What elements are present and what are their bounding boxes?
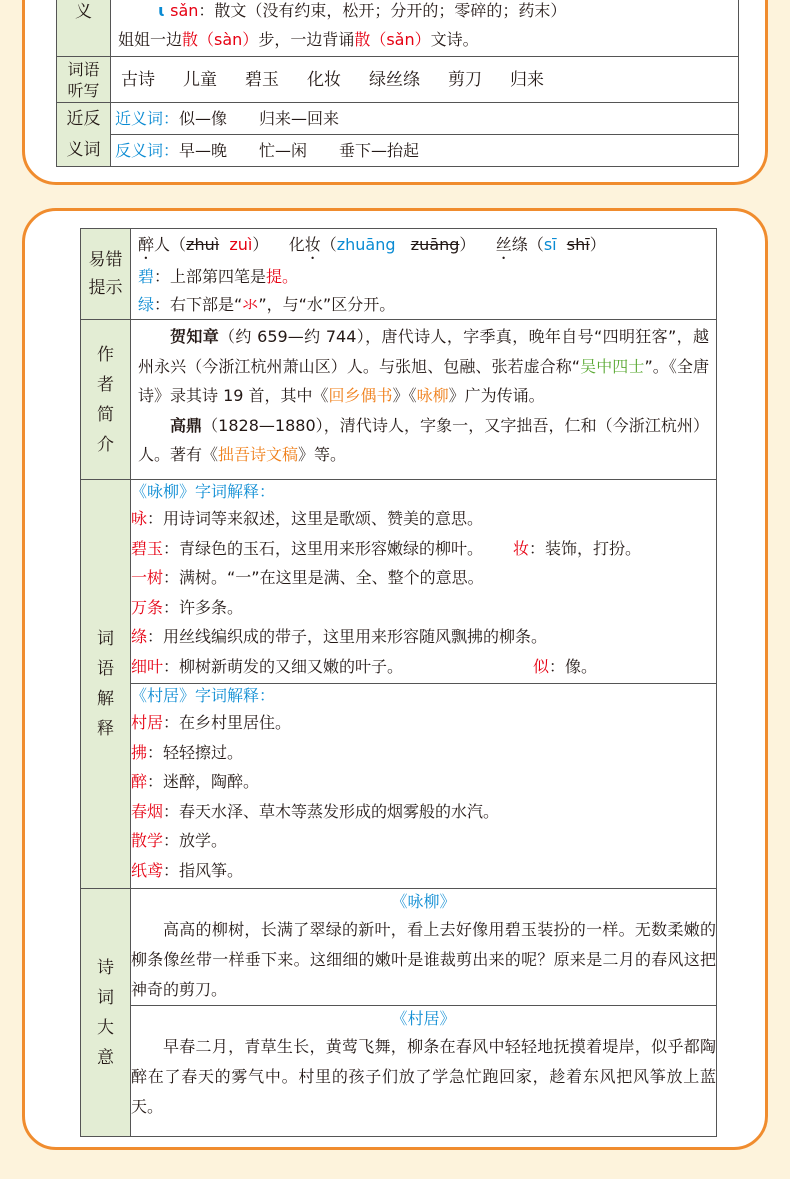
synonym-row: 近义词：似—像 归来—回来 <box>111 103 738 135</box>
gloss-item: 万条：许多条。 <box>131 597 244 617</box>
dictation-word: 化妆 <box>307 69 341 90</box>
dictation-label: 词语听写 <box>57 57 111 103</box>
study-table <box>80 228 717 1137</box>
dictation-word: 绿丝绦 <box>369 69 420 90</box>
syn-ant-label: 近反义词 <box>57 103 111 167</box>
dictation-words <box>111 57 739 103</box>
gloss-item: 细叶：柳树新萌发的又细又嫩的叶子。 似：像。 <box>131 656 598 676</box>
errors-cell <box>131 229 717 320</box>
meaning-line-1: ɩ sǎn：散文（没有约束，松开；分开的；零碎的；药末） <box>158 1 567 20</box>
author-para-1: 贺知章（约 659—约 744），唐代诗人，字季真，晚年自号“四明狂客”，越州永兴（今浙江杭州萧山区）人。与张旭、包融、张若虚合称“吴中四士”。《全唐诗》录其诗 19 首，其中《回乡偶书》《咏柳》广为传诵。 <box>138 327 709 405</box>
errors-row <box>81 229 717 320</box>
glossary-cell <box>131 480 717 889</box>
gloss-item: 村居：在乡村里居住。 <box>131 713 292 732</box>
syn-ant-cell <box>111 103 739 167</box>
meaning-line-2: 姐姐一边散（sàn）步，一边背诵散（sǎn）文诗。 <box>118 30 479 49</box>
gloss-item: 散学：放学。 <box>131 831 228 850</box>
glossary-poem2: 《村居》字词解释： 村居：在乡村里居住。 拂：轻轻擦过。 醉：迷醉，陶醉。 春烟：春天水泽、草木等蒸发形成的烟雾般的水汽。 散学：放学。 纸鸢：指风筝。 <box>131 684 716 885</box>
author-label: 作 者 简 介 <box>81 320 131 480</box>
gloss-item: 拂：轻轻擦过。 <box>131 742 244 762</box>
glossary-poem1: 《咏柳》字词解释： 咏：用诗词等来叙述，这里是歌颂、赞美的意思。 碧玉：青绿色的玉石，这里用来形容嫩绿的柳叶。 妆：装饰，打扮。 一树：满树。“一”在这里是满、全、整个的意思。 万条：许多条。 绦：用丝线编织成的带子，这里用来形容随风飘拂的柳条。 细叶：柳树新萌发的又细又嫩的叶子。 似：像。 <box>131 480 716 684</box>
errors-line-2: 碧：上部第四笔是提。 <box>138 267 299 286</box>
errors-label: 易错提示 <box>81 229 131 320</box>
meaning-cell <box>111 0 739 57</box>
meaning-poem2: 《村居》 早春二月，青草生长，黄莺飞舞，柳条在春风中轻轻地抚摸着堤岸，似乎都陶醉在了春天的雾气中。村里的孩子们放了学急忙跑回家，趁着东风把风筝放上蓝天。 <box>131 1009 716 1116</box>
meaning-poem1: 《咏柳》 高高的柳树，长满了翠绿的新叶，看上去好像用碧玉装扮的一样。无数柔嫩的柳条像丝带一样垂下来。这细细的嫩叶是谁裁剪出来的呢？原来是二月的春风这把神奇的剪刀。 <box>131 889 716 1006</box>
dictation-word: 归来 <box>510 69 544 90</box>
errors-line-3: 绿：右下部是“氺”，与“水”区分开。 <box>138 295 396 314</box>
antonym-row: 反义词：早—晚 忙—闲 垂下—抬起 <box>115 141 420 160</box>
dictation-word: 剪刀 <box>448 69 482 90</box>
glossary-label: 词 语 解 释 <box>81 480 131 889</box>
poem-meaning-cell <box>131 889 717 1137</box>
gloss-item: 一树：满树。“一”在这里是满、全、整个的意思。 <box>131 568 484 587</box>
gloss-item: 醉：迷醉，陶醉。 <box>131 772 260 791</box>
author-row <box>81 320 717 480</box>
author-para-2: 高鼎（1828—1880），清代诗人，字象一，又字拙吾，仁和（今浙江杭州）人。著有《拙吾诗文稿》等。 <box>138 415 709 464</box>
author-cell <box>131 320 717 480</box>
dictation-word: 古诗 <box>121 69 155 90</box>
dictation-word: 碧玉 <box>245 69 279 90</box>
gloss-item: 碧玉：青绿色的玉石，这里用来形容嫩绿的柳叶。 妆：装饰，打扮。 <box>131 538 642 558</box>
poem-meaning-label: 诗 词 大 意 <box>81 889 131 1137</box>
gloss-item: 绦：用丝线编织成的带子，这里用来形容随风飘拂的柳条。 <box>131 627 548 646</box>
poem-meaning-row <box>81 889 717 1137</box>
gloss-item: 春烟：春天水泽、草木等蒸发形成的烟雾般的水汽。 <box>131 801 500 821</box>
top-table <box>56 0 739 167</box>
glossary-row <box>81 480 717 889</box>
errors-line-1: 醉人（zhuì zuì） 化妆（zhuāng zuāng） 丝绦（sī shī） <box>138 235 606 254</box>
brace-mark: ɩ <box>158 1 166 20</box>
dictation-word: 儿童 <box>183 69 217 90</box>
meaning-label: 义 <box>57 0 111 57</box>
gloss-item: 咏：用诗词等来叙述，这里是歌颂、赞美的意思。 <box>131 509 484 528</box>
gloss-item: 纸鸢：指风筝。 <box>131 860 244 880</box>
